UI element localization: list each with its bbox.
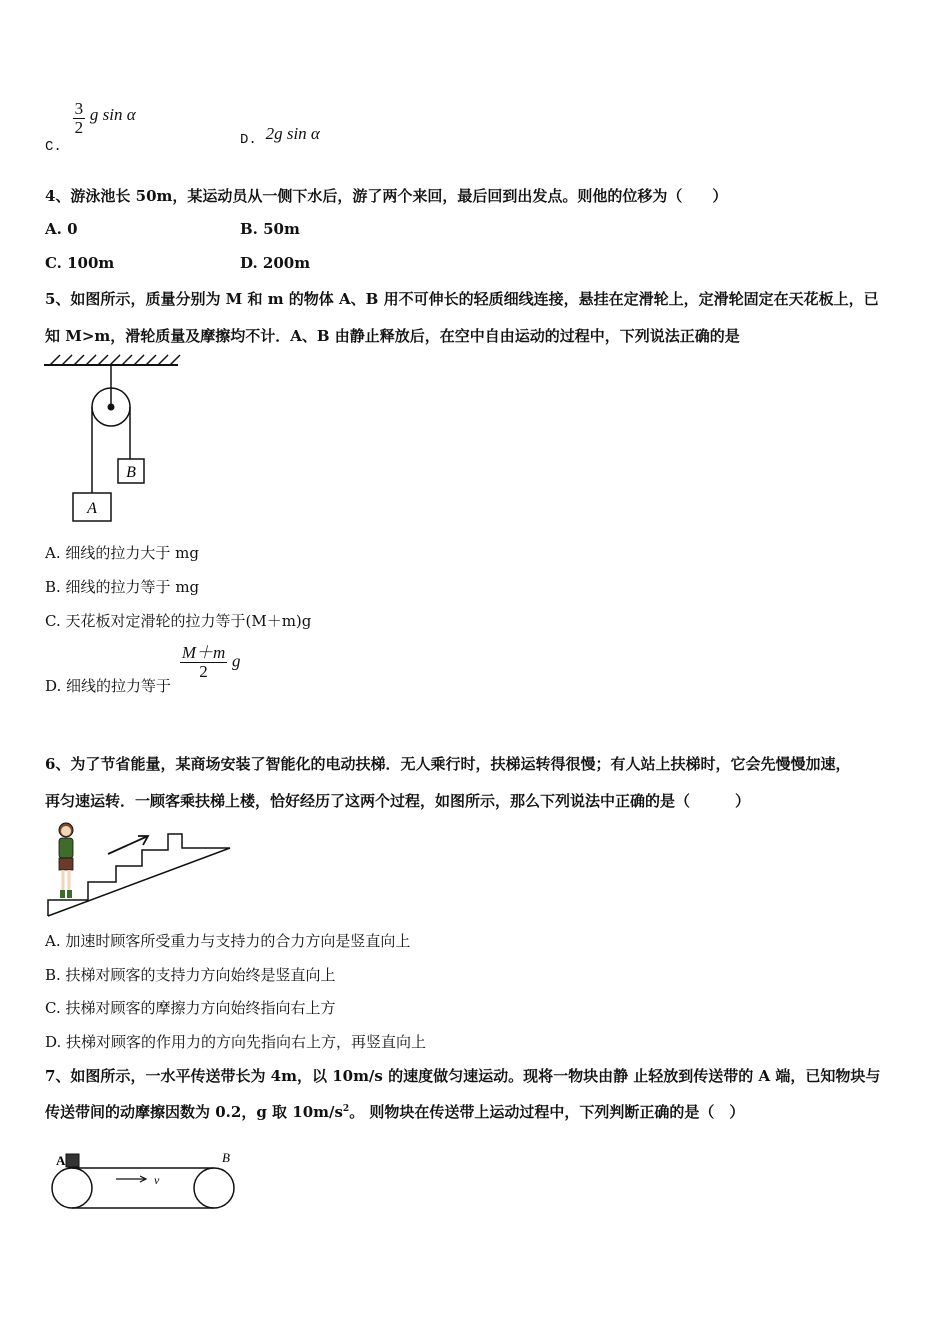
customer-figure [59,823,73,898]
q7-stem-line-1: 7、如图所示，一水平传送带长为 4m，以 10m/s 的速度做匀速运动。现将一物块由静 止轻放到传送带的 A 端，已知物块与 [45,1067,881,1085]
q5-option-d-fraction [180,644,227,681]
q5-option-d-numerator: M＋m [181,643,226,662]
q4-option-a: A. 0 [45,220,78,238]
block-a-label: A [87,500,97,517]
q3-option-c-denominator: 2 [74,117,84,137]
q3-option-c-numerator: 3 [74,99,84,118]
belt-end-b-label: B [222,1150,230,1165]
escalator-steps [48,834,230,916]
q5-option-c: C. 天花板对定滑轮的拉力等于(M＋m)g [45,612,312,630]
q4-option-b: B. 50m [240,220,300,238]
q4-option-c: C. 100m [45,254,115,272]
q6-option-d: D. 扶梯对顾客的作用力的方向先指向右上方，再竖直向上 [45,1033,427,1051]
q3-option-d-expression: 2g sin α [265,124,320,143]
q6-option-b: B. 扶梯对顾客的支持力方向始终是竖直向上 [45,966,336,984]
q6-option-c: C. 扶梯对顾客的摩擦力方向始终指向右上方 [45,999,336,1017]
pulley-axle [108,404,115,411]
q3-option-d-label: D. [240,132,257,148]
q5-stem-line-2: 知 M>m，滑轮质量及摩擦均不计．A、B 由静止释放后，在空中自由运动的过程中，下列说法正确的是 [45,327,740,345]
q3-option-d [240,124,320,148]
q7-stem-line-2-tail: 。 则物块在传送带上运动过程中，下列判断正确的是（ ） [349,1103,745,1121]
q6-stem-line-1: 6、为了节省能量，某商场安装了智能化的电动扶梯．无人乘行时，扶梯运转得很慢；有人站上扶梯时，它会先慢慢加速， [45,755,851,773]
left-roller [52,1168,92,1208]
q5-option-d-suffix: g [232,651,241,671]
q5-option-d-prefix: D. 细线的拉力等于 [45,677,172,696]
q4-option-d: D. 200m [240,254,311,272]
q3-option-c-label: C. [45,139,62,156]
q7-stem-line-2-text: 传送带间的动摩擦因数为 0.2，g 取 10m/s [45,1103,343,1121]
ceiling-hatching [50,355,180,365]
q7-stem-exponent: 2 [342,1104,350,1114]
velocity-label: v [154,1173,160,1187]
q5-stem-line-1: 5、如图所示，质量分别为 M 和 m 的物体 A、B 用不可伸长的轻质细线连接，悬挂在定滑轮上，定滑轮固定在天花板上，已 [45,290,879,308]
block-b-label: B [126,464,136,481]
q4-stem: 4、游泳池长 50m，某运动员从一侧下水后，游了两个来回，最后回到出发点。则他的位移为（ ） [45,187,728,205]
velocity-arrow [116,1176,146,1182]
right-roller [194,1168,234,1208]
q5-option-a: A. 细线的拉力大于 mg [45,544,199,562]
q7-stem-line-2 [45,1101,744,1122]
q5-option-b: B. 细线的拉力等于 mg [45,578,200,596]
q5-pulley-figure [44,355,184,530]
q7-conveyor-figure [50,1148,250,1228]
q3-option-c-fraction [73,100,86,137]
block-on-belt [66,1154,79,1167]
belt-end-a-label: A [56,1153,66,1168]
q3-option-c-expression: g sin α [89,105,136,125]
q5-option-d [45,643,241,696]
q6-stem-line-2: 再匀速运转．一顾客乘扶梯上楼，恰好经历了这两个过程，如图所示，那么下列说法中正确的是（ ） [45,792,751,810]
q6-option-a: A. 加速时顾客所受重力与支持力的合力方向是竖直向上 [45,932,411,950]
q3-option-c [45,99,136,156]
q6-escalator-figure [46,818,236,920]
q5-option-d-denominator: 2 [180,662,227,681]
